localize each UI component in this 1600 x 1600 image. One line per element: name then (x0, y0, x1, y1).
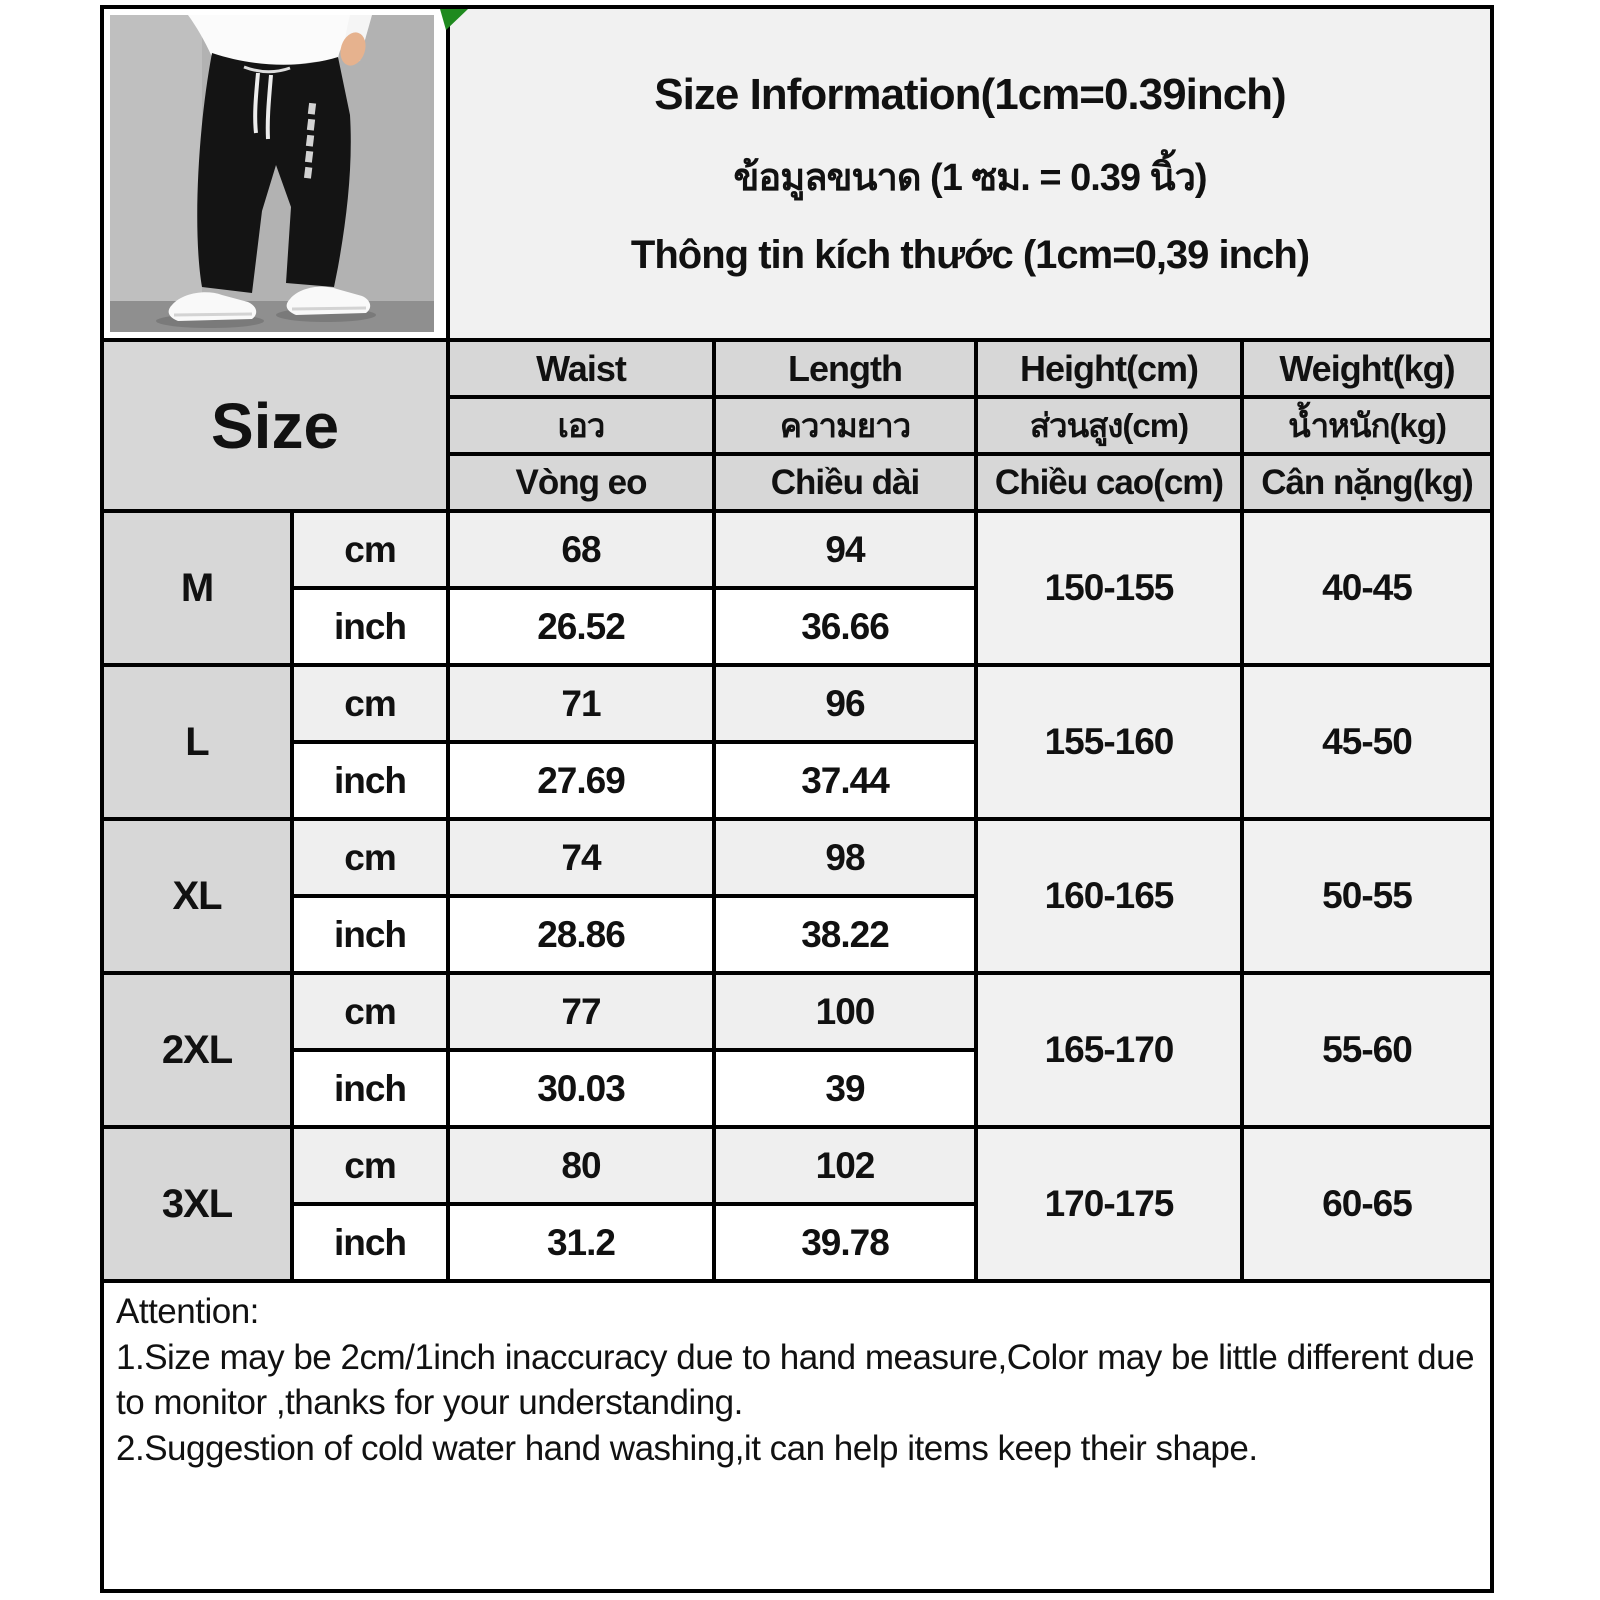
waist-cm-3xl: 80 (450, 1129, 712, 1202)
size-chart-sheet (100, 5, 1494, 1593)
height-range-xl: 160-165 (978, 821, 1240, 971)
size-label-l: L (104, 667, 290, 817)
unit-cm-xl: cm (294, 821, 446, 894)
unit-inch-3xl: inch (294, 1206, 446, 1279)
size-label-3xl: 3XL (104, 1129, 290, 1279)
waist-cm-m: 68 (450, 513, 712, 586)
col-header-length-th: ความยาว (716, 399, 974, 452)
waist-inch-xl: 28.86 (450, 898, 712, 971)
length-inch-2xl: 39 (716, 1052, 974, 1125)
height-range-2xl: 165-170 (978, 975, 1240, 1125)
col-header-length-en: Length (716, 342, 974, 395)
weight-range-xl: 50-55 (1244, 821, 1490, 971)
waist-inch-3xl: 31.2 (450, 1206, 712, 1279)
unit-cm-m: cm (294, 513, 446, 586)
col-header-weight-vi: Cân nặng(kg) (1244, 456, 1490, 509)
length-inch-3xl: 39.78 (716, 1206, 974, 1279)
height-range-3xl: 170-175 (978, 1129, 1240, 1279)
title-vietnamese: Thông tin kích thước (1cm=0,39 inch) (630, 232, 1310, 277)
length-cm-2xl: 100 (716, 975, 974, 1048)
unit-cm-2xl: cm (294, 975, 446, 1048)
weight-range-2xl: 55-60 (1244, 975, 1490, 1125)
title-thai: ข้อมูลขนาด (1 ซม. = 0.39 นิ้ว) (733, 156, 1207, 199)
unit-inch-m: inch (294, 590, 446, 663)
waist-inch-m: 26.52 (450, 590, 712, 663)
length-cm-3xl: 102 (716, 1129, 974, 1202)
col-header-height-vi: Chiều cao(cm) (978, 456, 1240, 509)
col-header-waist-th: เอว (450, 399, 712, 452)
waist-inch-l: 27.69 (450, 744, 712, 817)
length-inch-m: 36.66 (716, 590, 974, 663)
length-cm-m: 94 (716, 513, 974, 586)
unit-inch-xl: inch (294, 898, 446, 971)
product-photo (104, 9, 450, 338)
length-cm-xl: 98 (716, 821, 974, 894)
col-header-weight-th: น้ำหนัก(kg) (1244, 399, 1490, 452)
col-header-length-vi: Chiều dài (716, 456, 974, 509)
pants-model-illustration (110, 15, 434, 332)
col-header-waist-en: Waist (450, 342, 712, 395)
col-header-height-th: ส่วนสูง(cm) (978, 399, 1240, 452)
col-header-waist-vi: Vòng eo (450, 456, 712, 509)
unit-cm-3xl: cm (294, 1129, 446, 1202)
attention-note-2: 2.Suggestion of cold water hand washing,it can help items keep their shape. (116, 1428, 1258, 1468)
size-table (100, 338, 1494, 1283)
attention-heading: Attention: (116, 1292, 259, 1331)
length-inch-l: 37.44 (716, 744, 974, 817)
length-inch-xl: 38.22 (716, 898, 974, 971)
size-label-m: M (104, 513, 290, 663)
waist-cm-2xl: 77 (450, 975, 712, 1048)
unit-cm-l: cm (294, 667, 446, 740)
header-section (100, 5, 1494, 338)
waist-inch-2xl: 30.03 (450, 1052, 712, 1125)
weight-range-l: 45-50 (1244, 667, 1490, 817)
title-english: Size Information(1cm=0.39inch) (654, 69, 1286, 119)
length-cm-l: 96 (716, 667, 974, 740)
attention-notes (100, 1283, 1494, 1593)
attention-note-1: 1.Size may be 2cm/1inch inaccuracy due to hand measure,Color may be little different due to monitor ,thanks for your understanding. (116, 1337, 1475, 1422)
col-header-height-en: Height(cm) (978, 342, 1240, 395)
size-header-cell: Size (104, 342, 446, 509)
unit-inch-l: inch (294, 744, 446, 817)
waist-cm-l: 71 (450, 667, 712, 740)
col-header-weight-en: Weight(kg) (1244, 342, 1490, 395)
size-label-xl: XL (104, 821, 290, 971)
unit-inch-2xl: inch (294, 1052, 446, 1125)
weight-range-m: 40-45 (1244, 513, 1490, 663)
weight-range-3xl: 60-65 (1244, 1129, 1490, 1279)
height-range-m: 150-155 (978, 513, 1240, 663)
size-label-2xl: 2XL (104, 975, 290, 1125)
height-range-l: 155-160 (978, 667, 1240, 817)
waist-cm-xl: 74 (450, 821, 712, 894)
size-information-title-block (450, 9, 1490, 338)
